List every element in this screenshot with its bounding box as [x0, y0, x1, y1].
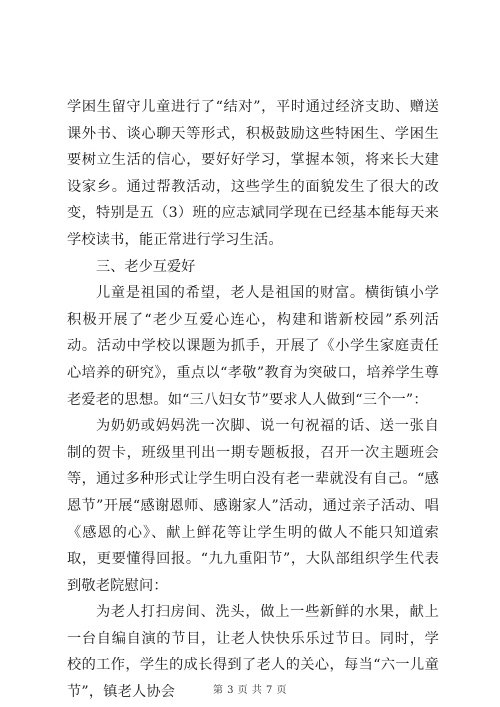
section-heading: 三、老少互爱好	[96, 258, 196, 275]
paragraph-continuation: 学困生留守儿童进行了“结对”，平时通过经济支助、赠送课外书、谈心聊天等形式，积极鼓励这些特困生、学困生要树立生活的信心，要好好学习，掌握本领，将来长大建设家乡。通过帮教活动，这些学生的面貌发生了很大的改变，特别是五（3）班的应志斌同学现在已经基本能每天来学校读书，能正常进行学习生活。	[67, 99, 439, 248]
paragraph-elderly-care: 为老人打扫房间、洗头，做上一些新鲜的水果，献上一台自编自演的节目，让老人快快乐乐过节日。同时，学校的工作，学生的成长得到了老人的关心，每当“六一儿童节”，镇老人协会	[67, 604, 439, 701]
paragraph-activities: 为奶奶或妈妈洗一次脚、说一句祝福的话、送一张自制的贺卡，班级里刊出一期专题板报，召开一次主题班会等，通过多种形式让学生明白没有老一辈就没有自己。“感恩节”开展“感谢恩师、感谢家人”活动，通过亲子活动、唱《感恩的心》、献上鲜花等让学生明的做人不能只知道索取，更要懂得回报。“九九重阳节”，大队部组织学生代表到敬老院慰问：	[67, 418, 439, 594]
page-footer: 第 3 页 共 7 页	[212, 685, 288, 696]
document-body	[67, 94, 439, 706]
paragraph-intro: 儿童是祖国的希望，老人是祖国的财富。横街镇小学积极开展了“老少互爱心连心，构建和谐新校园”系列活动。活动中学校以课题为抓手，开展了《小学生家庭责任心培养的研究》，重点以“孝敬”教育为突破口，培养学生尊老爱老的思想。如“三八妇女节”要求人人做到“三个一”：	[67, 285, 439, 408]
